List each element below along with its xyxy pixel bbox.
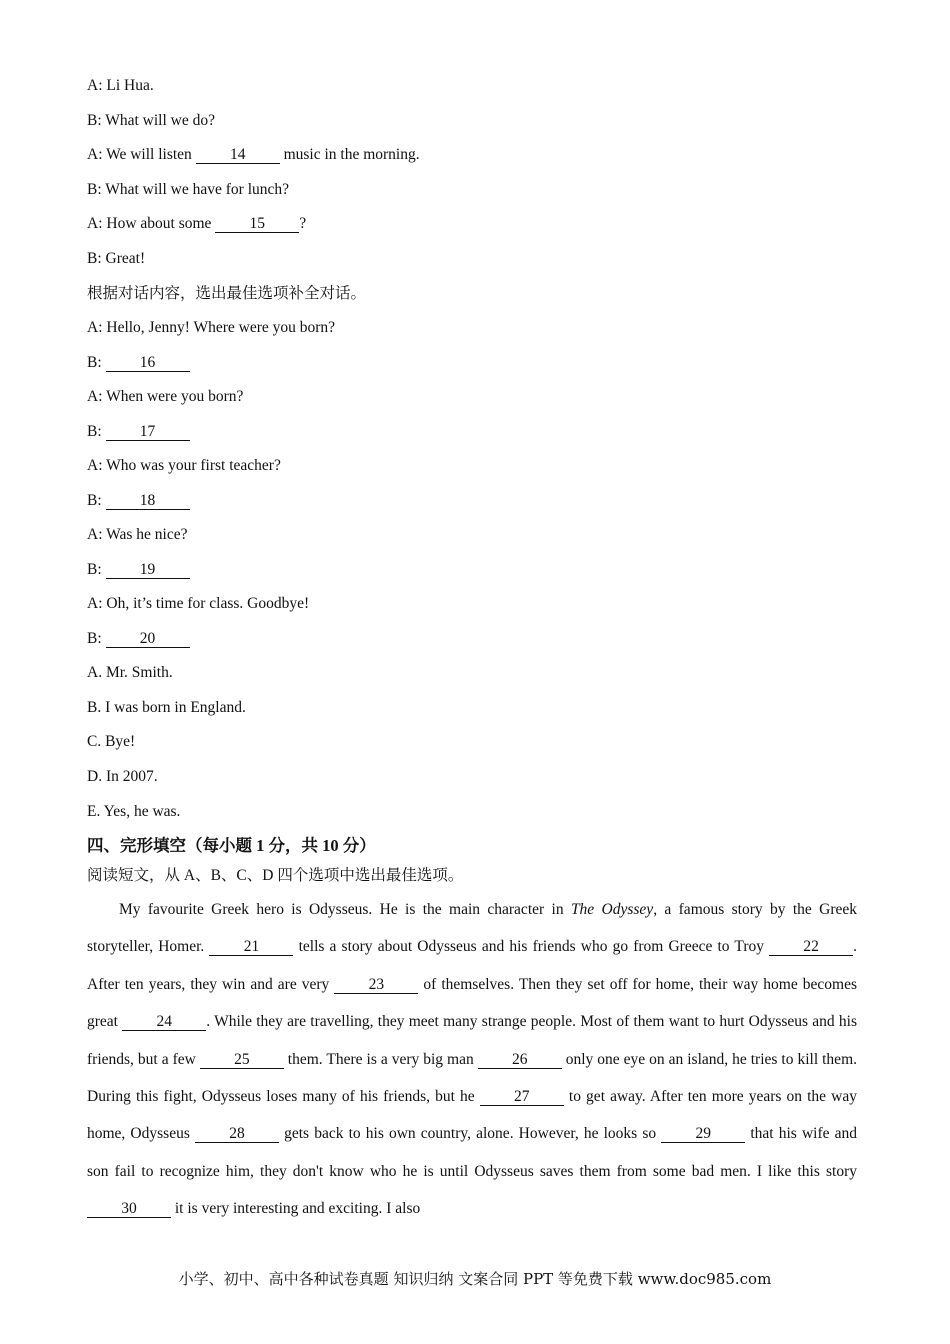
blank-17: 17 bbox=[106, 423, 190, 441]
option-a: A. Mr. Smith. bbox=[87, 664, 173, 681]
blank-18: 18 bbox=[106, 492, 190, 510]
blank-22: 22 bbox=[769, 938, 853, 956]
blank-15: 15 bbox=[215, 215, 299, 233]
blank-26: 26 bbox=[478, 1051, 562, 1069]
dialogue-line: A: Li Hua. bbox=[87, 77, 154, 94]
blank-30: 30 bbox=[87, 1200, 171, 1218]
blank-20: 20 bbox=[106, 630, 190, 648]
blank-27: 27 bbox=[480, 1088, 564, 1106]
dialogue-line: B: 18 bbox=[87, 491, 190, 511]
dialogue-line: A: Oh, it’s time for class. Goodbye! bbox=[87, 595, 310, 612]
blank-29: 29 bbox=[661, 1125, 745, 1143]
cloze-passage: My favourite Greek hero is Odysseus. He is the main character in The Odyssey, a famous story by the Greek storyteller, Homer. 21 tells a story about Odysseus and his friends who go from Greece to Troy 22 . After ten years, they win and are very 23 of themselves. Then they set off for home, their way home becomes great 24 . While they are travelling, they meet many strange people. Most of them want to hurt Odysseus and his friends, but a few 25 them. There is a very big man 26 only one eye on an island, he tries to kill them. During this fight, Odysseus loses many of his friends, but he 27 to get away. After ten more years on the way home, Odysseus 28 gets back to his own country, alone. However, he looks so 29 that his wife and son fail to recognize him, they don't know who he is until Odysseus saves them from some bad men. I like this story 30 it is very interesting and exciting. I also bbox=[87, 901, 858, 1218]
option-b: B. I was born in England. bbox=[87, 699, 246, 716]
blank-24: 24 bbox=[122, 1013, 206, 1031]
book-title: The Odyssey bbox=[570, 901, 654, 918]
blank-21: 21 bbox=[209, 938, 293, 956]
blank-23: 23 bbox=[334, 976, 418, 994]
blank-19: 19 bbox=[106, 561, 190, 579]
dialogue-line: A: How about some 15 ? bbox=[87, 215, 307, 232]
blank-16: 16 bbox=[106, 354, 190, 372]
option-d: D. In 2007. bbox=[87, 768, 158, 785]
dialogue-line: A: Who was your first teacher? bbox=[87, 457, 281, 474]
dialogue-line: B: 19 bbox=[87, 560, 190, 580]
dialogue-line: B: What will we have for lunch? bbox=[87, 181, 290, 198]
dialogue-line: B: 20 bbox=[87, 629, 190, 649]
dialogue-line: B: 17 bbox=[87, 422, 190, 442]
dialogue-line: B: What will we do? bbox=[87, 112, 215, 129]
page-footer: 小学、初中、高中各种试卷真题 知识归纳 文案合同 PPT 等免费下载 www.doc985.com bbox=[178, 1270, 772, 1288]
dialogue-line: B: 16 bbox=[87, 353, 190, 373]
instruction: 阅读短文，从 A、B、C、D 四个选项中选出最佳选项。 bbox=[87, 867, 464, 884]
dialogue-line: A: Hello, Jenny! Where were you born? bbox=[87, 319, 336, 336]
dialogue-line: A: When were you born? bbox=[87, 388, 244, 405]
instruction: 根据对话内容，选出最佳选项补全对话。 bbox=[87, 285, 367, 302]
option-e: E. Yes, he was. bbox=[87, 803, 181, 820]
blank-25: 25 bbox=[200, 1051, 284, 1069]
dialogue-line: A: Was he nice? bbox=[87, 526, 188, 543]
dialogue-line: A: We will listen 14 music in the morning. bbox=[87, 146, 420, 163]
blank-14: 14 bbox=[196, 146, 280, 164]
section-heading: 四、完形填空（每小题 1 分，共 10 分） bbox=[87, 836, 376, 855]
blank-28: 28 bbox=[195, 1125, 279, 1143]
option-c: C. Bye! bbox=[87, 733, 136, 750]
dialogue-line: B: Great! bbox=[87, 250, 146, 267]
